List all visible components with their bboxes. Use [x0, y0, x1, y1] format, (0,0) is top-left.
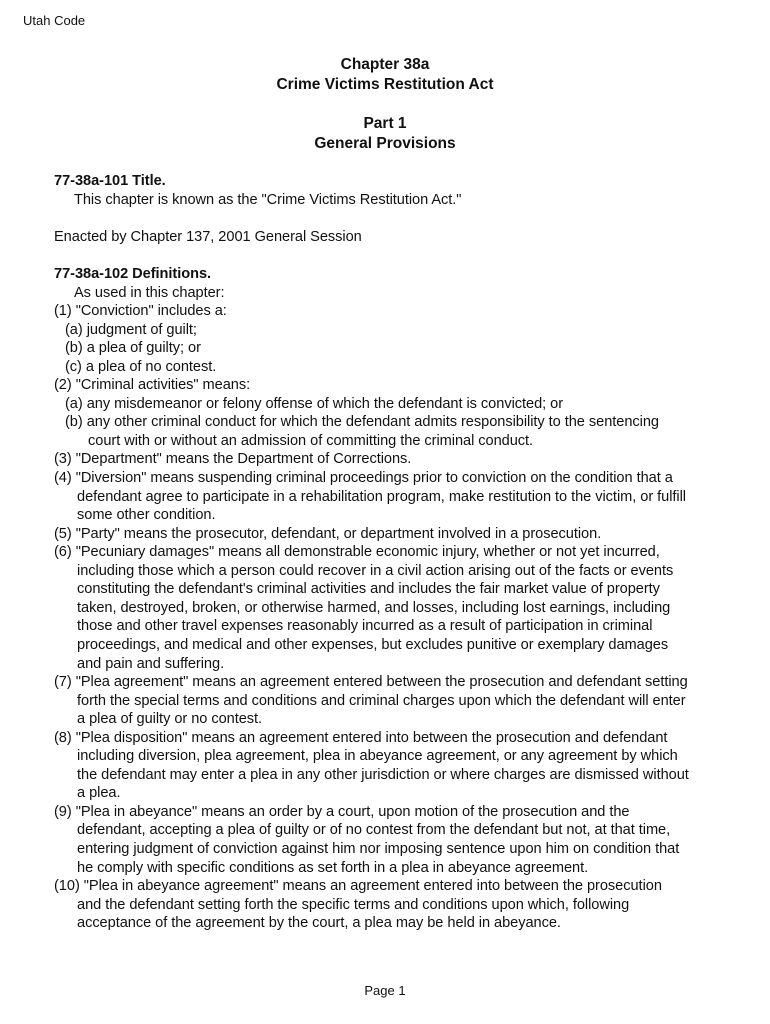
section-101-history: Enacted by Chapter 137, 2001 General Session	[54, 229, 362, 245]
definition-line: (a) any misdemeanor or felony offense of which the defendant is convicted; or	[65, 395, 564, 412]
definition-line: (4) "Diversion" means suspending criminal proceedings prior to conviction on the condition that a	[54, 470, 673, 486]
chapter-title: Crime Victims Restitution Act	[276, 76, 494, 93]
definition-line: (6) "Pecuniary damages" means all demonstrable economic injury, whether or not yet incurred,	[54, 544, 660, 561]
definition-line: constituting the defendant's criminal activities and includes the fair market value of property	[77, 581, 660, 598]
page-number: Page 1	[364, 983, 406, 998]
definition-line: (b) a plea of guilty; or	[65, 340, 201, 357]
definition-line: proceedings, and medical and other expenses, but excludes punitive or exemplary damages	[77, 636, 669, 653]
definition-line: he comply with specific conditions as set forth in a plea in abeyance agreement.	[77, 859, 589, 876]
definition-line: entering judgment of conviction against him nor imposing sentence upon him on condition that	[77, 841, 680, 857]
definition-line: defendant agree to participate in a rehabilitation program, make restitution to the victim, or fulfill	[77, 488, 686, 505]
definition-line: forth the special terms and conditions and criminal charges upon which the defendant will enter	[77, 692, 686, 709]
definition-line: (9) "Plea in abeyance" means an order by a court, upon motion of the prosecution and the	[54, 803, 630, 820]
definition-line: (b) any other criminal conduct for which the defendant admits responsibility to the sentencing	[65, 414, 659, 431]
definition-line: and the defendant setting forth the specific terms and conditions upon which, following	[77, 896, 630, 913]
definition-line: (c) a plea of no contest.	[65, 358, 217, 375]
definition-line: including those which a person could recover in a civil action arising out of the facts or events	[77, 562, 674, 579]
definition-line: including diversion, plea agreement, plea in abeyance agreement, or any agreement by which	[77, 748, 678, 765]
definition-line: (7) "Plea agreement" means an agreement entered between the prosecution and defendant setting	[54, 674, 688, 690]
definition-line: a plea of guilty or no contest.	[77, 711, 263, 728]
definition-line: (8) "Plea disposition" means an agreement entered into between the prosecution and defendant	[54, 729, 668, 746]
definition-line: court with or without an admission of committing the criminal conduct.	[88, 432, 534, 449]
section-101-heading: 77-38a-101 Title.	[54, 173, 166, 189]
definition-line: (3) "Department" means the Department of Corrections.	[54, 451, 412, 468]
definition-line: those and other travel expenses reasonably incurred as a result of participation in criminal	[77, 618, 653, 635]
definition-line: (5) "Party" means the prosecutor, defendant, or department involved in a prosecution.	[54, 525, 602, 542]
section-102-intro: As used in this chapter:	[74, 285, 225, 301]
definition-line: (a) judgment of guilt;	[65, 321, 197, 338]
section-101-text: This chapter is known as the "Crime Victims Restitution Act."	[74, 192, 462, 208]
running-header: Utah Code	[23, 13, 86, 28]
definition-line: defendant, accepting a plea of guilty or of no contest from the defendant but not, at that time,	[77, 822, 671, 839]
part-number: Part 1	[363, 115, 407, 132]
definition-line: (10) "Plea in abeyance agreement" means an agreement entered into between the prosecution	[54, 878, 662, 895]
definition-line: acceptance of the agreement by the court, a plea may be held in abeyance.	[77, 915, 561, 932]
definition-line: a plea.	[77, 785, 121, 802]
definition-line: (1) "Conviction" includes a:	[54, 303, 227, 319]
chapter-number: Chapter 38a	[340, 56, 430, 73]
definition-line: (2) "Criminal activities" means:	[54, 377, 251, 394]
part-title: General Provisions	[314, 135, 456, 152]
section-102-heading: 77-38a-102 Definitions.	[54, 266, 212, 282]
definition-line: and pain and suffering.	[77, 655, 225, 672]
definition-line: some other condition.	[77, 507, 216, 524]
definition-line: the defendant may enter a plea in any other jurisdiction or where charges are dismissed without	[77, 766, 689, 783]
definition-line: taken, destroyed, broken, or otherwise harmed, and losses, including lost earnings, including	[77, 599, 671, 616]
